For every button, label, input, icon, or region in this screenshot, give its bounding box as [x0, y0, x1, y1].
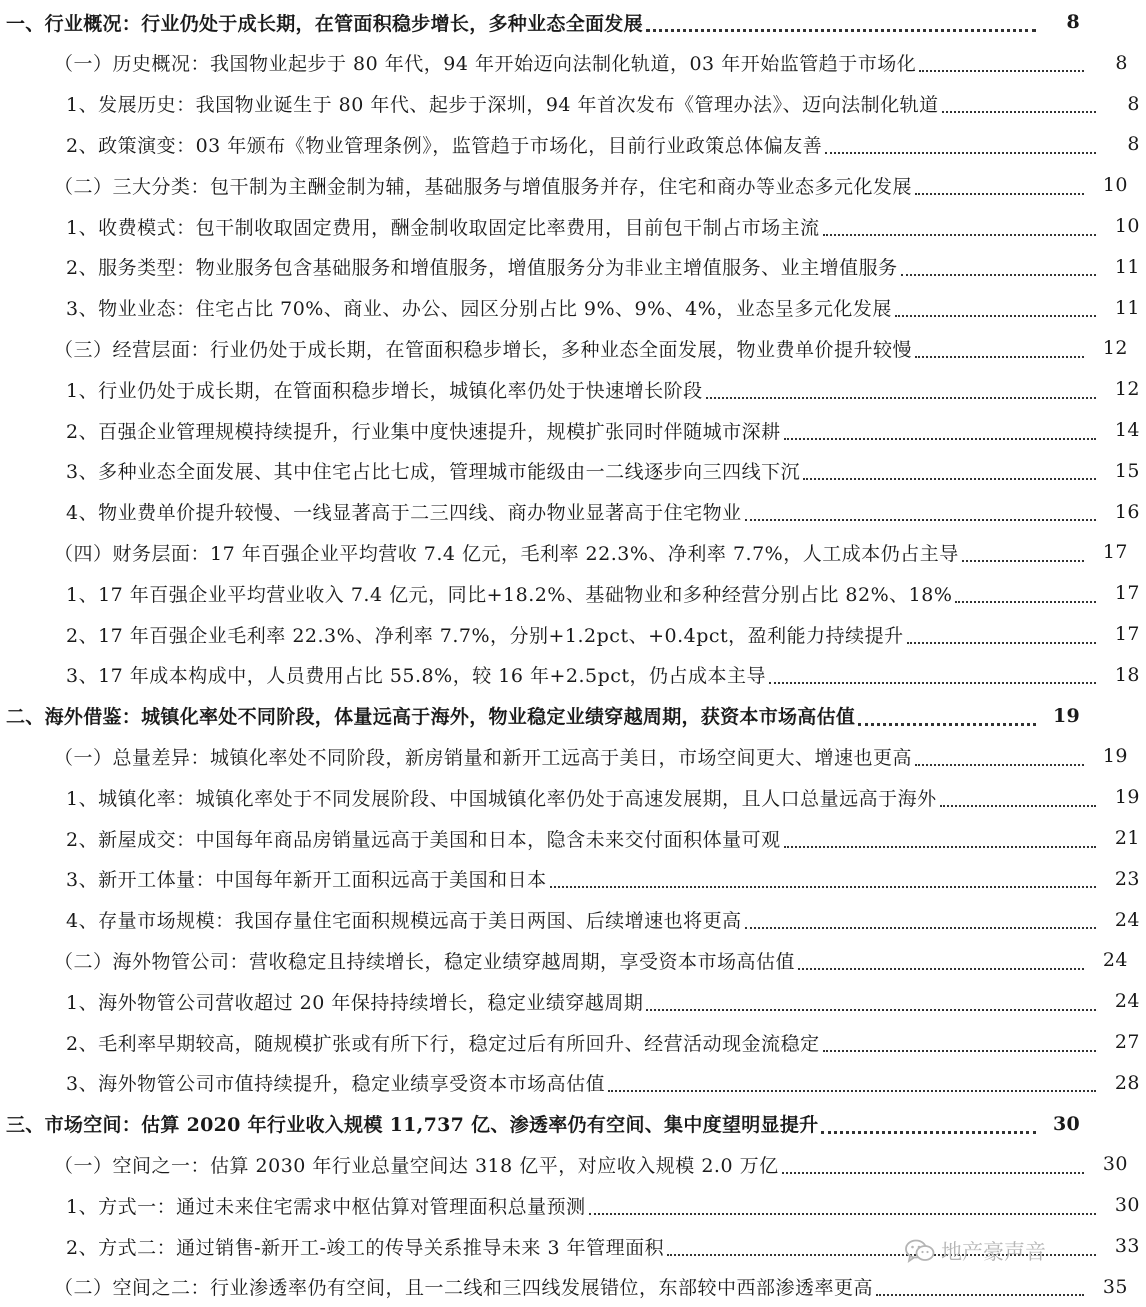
toc-page-number: 30 [1114, 1194, 1140, 1217]
toc-entry-level3[interactable] [0, 247, 1146, 287]
toc-entry-level1[interactable] [0, 1104, 1086, 1144]
toc-page-number: 21 [1114, 827, 1140, 849]
toc-entry-level2[interactable] [0, 43, 1134, 83]
toc-entry-level3[interactable] [0, 124, 1146, 164]
toc-dot-leader [858, 722, 1036, 726]
toc-page-number: 15 [1114, 459, 1140, 482]
toc-dot-leader [745, 926, 1096, 929]
watermark-text: 地产豪声音 [941, 1240, 1046, 1264]
toc-entry-level1[interactable] [0, 696, 1086, 736]
toc-page-number: 16 [1114, 500, 1140, 523]
toc-entry-level3[interactable] [0, 288, 1146, 328]
toc-entry-level3[interactable] [0, 1185, 1146, 1225]
toc-page-number: 19 [1052, 704, 1080, 727]
toc-entry-title: （二）海外物管公司：营收稳定且持续增长，稳定业绩穿越周期，享受资本市场高估值 [54, 950, 796, 973]
toc-entry-title: 3、17 年成本构成中，人员费用占比 55.8%，较 16 年+2.5pct，仍占成本主导 [66, 665, 767, 688]
toc-entry-level1[interactable] [0, 2, 1086, 42]
toc-entry-level2[interactable] [0, 165, 1134, 205]
toc-entry-level3[interactable] [0, 859, 1146, 899]
toc-page-number: 12 [1102, 337, 1128, 360]
toc-entry-level2[interactable] [0, 1267, 1134, 1307]
toc-dot-leader [589, 1212, 1096, 1215]
toc-entry-level3[interactable] [0, 614, 1146, 654]
toc-dot-leader [782, 1171, 1084, 1174]
toc-dot-leader [823, 233, 1096, 236]
toc-entry-title: 1、海外物管公司营收超过 20 年保持持续增长，稳定业绩穿越周期 [66, 991, 644, 1014]
toc-page-number: 8 [1127, 133, 1140, 156]
toc-dot-leader [550, 885, 1096, 888]
toc-page-number: 24 [1114, 990, 1140, 1013]
toc-entry-level2[interactable] [0, 328, 1134, 368]
toc-page-number: 35 [1102, 1275, 1128, 1298]
toc-page-number: 11 [1114, 296, 1140, 319]
toc-entry-level3[interactable] [0, 206, 1146, 246]
toc-entry-level3[interactable] [0, 1063, 1146, 1103]
toc-entry-title: （一）总量差异：城镇化率处不同阶段，新房销量和新开工远高于美日，市场空间更大、增速也更高 [54, 746, 913, 769]
toc-dot-leader [798, 967, 1084, 970]
toc-dot-leader [955, 600, 1096, 603]
toc-dot-leader [784, 845, 1096, 848]
toc-dot-leader [940, 804, 1096, 807]
toc-page-number: 17 [1114, 582, 1140, 605]
toc-page-number: 18 [1114, 663, 1140, 686]
toc-dot-leader [915, 763, 1084, 766]
toc-entry-level2[interactable] [0, 736, 1134, 776]
toc-entry-title: 1、17 年百强企业平均营业收入 7.4 亿元，同比+18.2%、基础物业和多种经营分别占比 82%、18% [66, 583, 953, 606]
toc-entry-title: 2、方式二：通过销售-新开工-竣工的传导关系推导未来 3 年管理面积 [66, 1236, 665, 1259]
toc-dot-leader [784, 437, 1096, 440]
toc-page-number: 8 [1127, 92, 1140, 115]
toc-entry-title: 2、新屋成交：中国每年商品房销量远高于美国和日本，隐含未来交付面积体量可观 [66, 828, 781, 851]
toc-page-number: 30 [1052, 1112, 1080, 1135]
toc-dot-leader [942, 110, 1096, 113]
toc-page-number: 19 [1114, 786, 1140, 809]
toc-entry-level2[interactable] [0, 532, 1134, 572]
toc-page-number: 17 [1114, 623, 1140, 645]
toc-entry-title: （一）历史概况：我国物业起步于 80 年代，94 年开始迈向法制化轨道，03 年开始监管趋于市场化 [54, 53, 917, 76]
toc-page-number: 27 [1114, 1031, 1140, 1053]
toc-entry-title: （四）财务层面：17 年百强企业平均营收 7.4 亿元，毛利率 22.3%、净利率 7.7%，人工成本仍占主导 [54, 542, 959, 565]
toc-entry-title: （二）空间之二：行业渗透率仍有空间，且一二线和三四线发展错位，东部较中西部渗透率更高 [54, 1277, 874, 1300]
toc-entry-level3[interactable] [0, 84, 1146, 124]
toc-entry-title: 1、方式一：通过未来住宅需求中枢估算对管理面积总量预测 [66, 1195, 586, 1218]
toc-entry-level3[interactable] [0, 451, 1146, 491]
toc-dot-leader [706, 396, 1096, 399]
toc-dot-leader [608, 1089, 1096, 1092]
toc-entry-title: 三、市场空间：估算 2020 年行业收入规模 11,737 亿、渗透率仍有空间、集中度望明显提升 [6, 1114, 819, 1137]
toc-page-number: 19 [1102, 745, 1128, 768]
toc-dot-leader [895, 314, 1096, 317]
toc-page-number: 30 [1102, 1153, 1128, 1176]
toc-page-number: 11 [1114, 255, 1140, 278]
toc-entry-title: 3、多种业态全面发展、其中住宅占比七成，管理城市能级由一二线逐步向三四线下沉 [66, 461, 801, 484]
toc-entry-level3[interactable] [0, 900, 1146, 940]
toc-entry-title: 二、海外借鉴：城镇化率处不同阶段，体量远高于海外，物业稳定业绩穿越周期，获资本市场高估值 [6, 706, 856, 729]
toc-entry-title: 一、行业概况：行业仍处于成长期，在管面积稳步增长，多种业态全面发展 [6, 12, 643, 35]
toc-entry-level3[interactable] [0, 1226, 1146, 1266]
toc-entry-title: （一）空间之一：估算 2030 年行业总量空间达 318 亿平，对应收入规模 2.0 万亿 [54, 1154, 779, 1177]
toc-page-number: 12 [1114, 378, 1140, 401]
toc-entry-level3[interactable] [0, 777, 1146, 817]
toc-dot-leader [915, 355, 1084, 358]
toc-dot-leader [821, 1130, 1036, 1134]
toc-entry-title: 1、收费模式：包干制收取固定费用，酬金制收取固定比率费用，目前包干制占市场主流 [66, 216, 820, 239]
toc-entry-title: 2、政策演变：03 年颁布《物业管理条例》，监管趋于市场化，目前行业政策总体偏友善 [66, 134, 823, 157]
toc-entry-title: 4、物业费单价提升较慢、一线显著高于二三四线、商办物业显著高于住宅物业 [66, 502, 742, 525]
toc-page-number: 10 [1114, 215, 1140, 237]
toc-entry-level3[interactable] [0, 981, 1146, 1021]
toc-dot-leader [769, 681, 1096, 684]
toc-entry-title: 2、17 年百强企业毛利率 22.3%、净利率 7.7%，分别+1.2pct、+0.4pct，盈利能力持续提升 [66, 624, 904, 647]
toc-entry-title: 1、行业仍处于成长期，在管面积稳步增长，城镇化率仍处于快速增长阶段 [66, 379, 703, 402]
toc-entry-title: 3、海外物管公司市值持续提升，稳定业绩享受资本市场高估值 [66, 1073, 606, 1096]
toc-page-number: 8 [1115, 51, 1128, 74]
toc-entry-title: （三）经营层面：行业仍处于成长期，在管面积稳步增长，多种业态全面发展，物业费单价提升较慢 [54, 338, 913, 361]
toc-page-number: 14 [1114, 419, 1140, 441]
toc-page-number: 33 [1114, 1235, 1140, 1257]
toc-dot-leader [803, 477, 1096, 480]
toc-page-number: 23 [1114, 867, 1140, 890]
toc-page-number: 28 [1114, 1071, 1140, 1094]
toc-page-number: 8 [1066, 11, 1080, 33]
toc-dot-leader [962, 559, 1084, 562]
toc-dot-leader [646, 1008, 1096, 1011]
toc-dot-leader [919, 69, 1084, 72]
toc-entry-title: 2、百强企业管理规模持续提升，行业集中度快速提升，规模扩张同时伴随城市深耕 [66, 420, 781, 443]
toc-entry-title: 2、服务类型：物业服务包含基础服务和增值服务，增值服务分为非业主增值服务、业主增值服务 [66, 257, 898, 280]
toc-dot-leader [825, 151, 1096, 154]
toc-dot-leader [876, 1293, 1084, 1296]
toc-entry-level3[interactable] [0, 818, 1146, 858]
toc-dot-leader [901, 273, 1096, 276]
toc-entry-level2[interactable] [0, 1144, 1134, 1184]
toc-entry-title: 2、毛利率早期较高，随规模扩张或有所下行，稳定过后有所回升、经营活动现金流稳定 [66, 1032, 820, 1055]
toc-entry-title: 3、新开工体量：中国每年新开工面积远高于美国和日本 [66, 869, 547, 892]
toc-entry-title: （二）三大分类：包干制为主酬金制为辅，基础服务与增值服务并存，住宅和商办等业态多元化发展 [54, 175, 913, 198]
toc-dot-leader [646, 28, 1036, 32]
toc-entry-title: 3、物业业态：住宅占比 70%、商业、办公、园区分别占比 9%、9%、4%，业态呈多元化发展 [66, 298, 892, 321]
toc-dot-leader [667, 1253, 1096, 1256]
toc-entry-level3[interactable] [0, 573, 1146, 613]
toc-entry-title: 1、发展历史：我国物业诞生于 80 年代、起步于深圳，94 年首次发布《管理办法》、迈向法制化轨道 [66, 94, 939, 117]
toc-dot-leader [745, 518, 1096, 521]
toc-page-number: 10 [1102, 174, 1128, 197]
toc-dot-leader [823, 1049, 1096, 1052]
toc-entry-level3[interactable] [0, 492, 1146, 532]
toc-page-number: 24 [1102, 949, 1128, 972]
toc-dot-leader [915, 192, 1084, 195]
toc-entry-level3[interactable] [0, 655, 1146, 695]
toc-entry-level3[interactable] [0, 410, 1146, 450]
toc-entry-level3[interactable] [0, 369, 1146, 409]
toc-page-number: 24 [1114, 908, 1140, 931]
toc-entry-title: 4、存量市场规模：我国存量住宅面积规模远高于美日两国、后续增速也将更高 [66, 910, 742, 933]
toc-dot-leader [907, 641, 1096, 644]
toc-entry-level2[interactable] [0, 940, 1134, 980]
toc-entry-level3[interactable] [0, 1022, 1146, 1062]
toc-entry-title: 1、城镇化率：城镇化率处于不同发展阶段、中国城镇化率仍处于高速发展期，且人口总量远高于海外 [66, 787, 937, 810]
toc-page-number: 17 [1102, 541, 1128, 564]
